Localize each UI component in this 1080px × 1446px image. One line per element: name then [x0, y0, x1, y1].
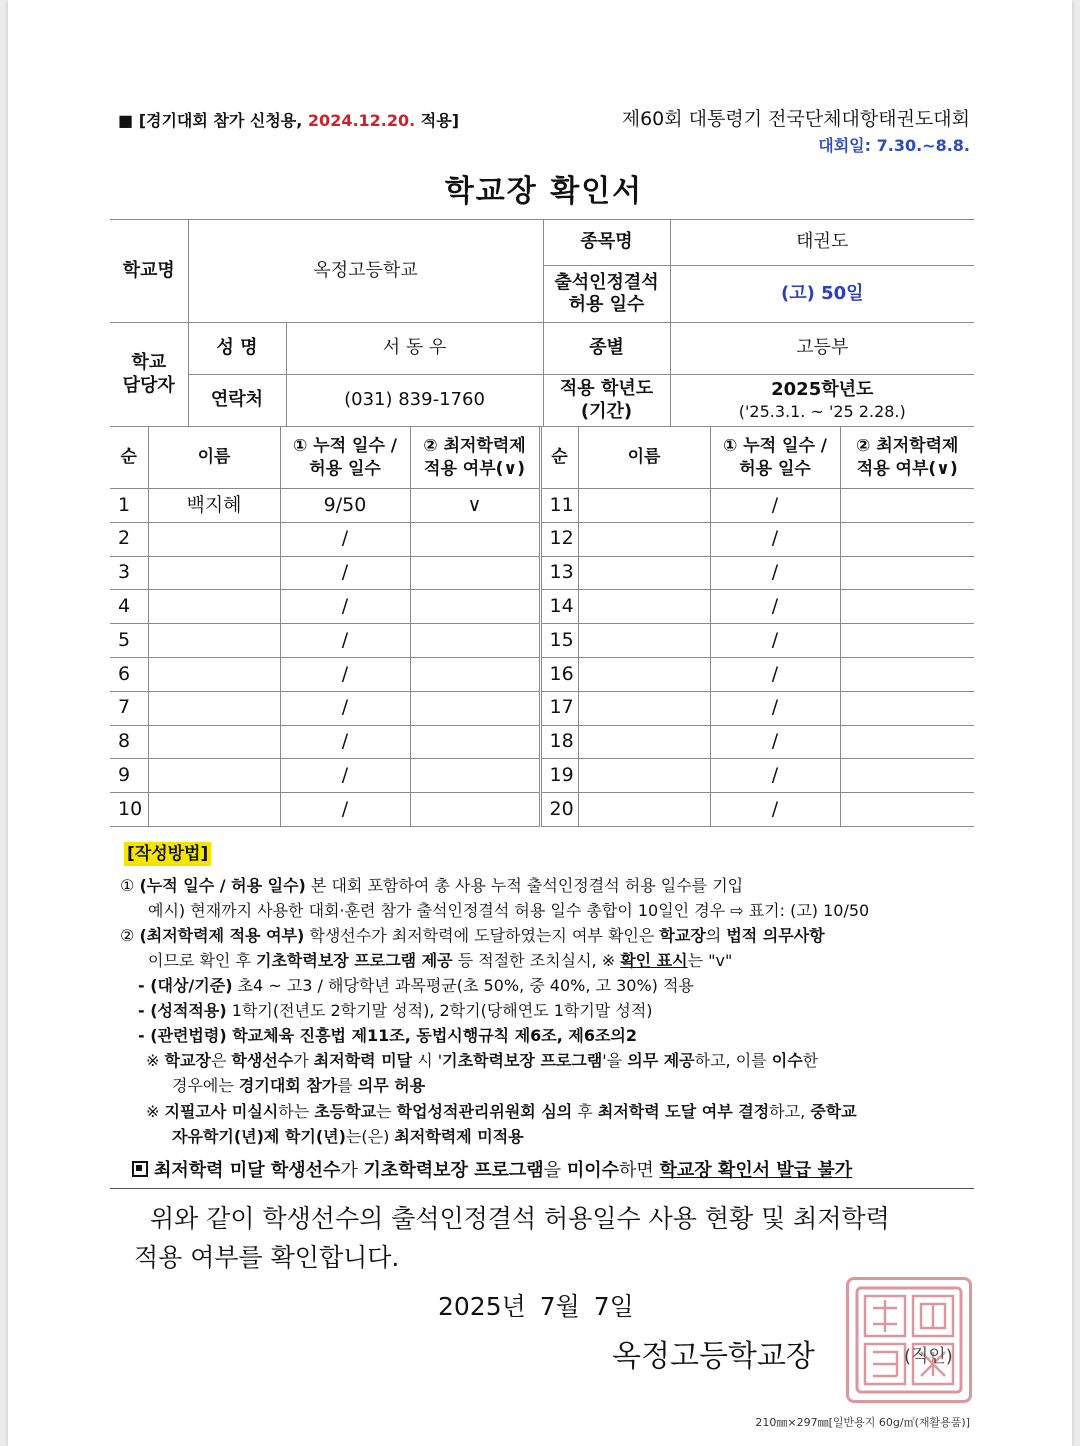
- row-min-left: [410, 657, 540, 691]
- note2-b5: 중학교: [810, 1102, 857, 1121]
- m2-bold-d: 법적 의무사항: [726, 926, 825, 945]
- row-no-left: 6: [110, 657, 148, 691]
- m2-bold-b: 학교장: [659, 926, 706, 945]
- academic-year-label: [543, 375, 670, 427]
- note2-b3: 학업성적관리위원회 심의: [396, 1102, 573, 1121]
- note-prefix: [경기대회 참가 신청용,: [138, 111, 308, 130]
- application-note: [118, 108, 459, 131]
- row-no-right: 16: [540, 657, 578, 691]
- division-label: 종별: [543, 323, 670, 375]
- row-name-right: [578, 759, 710, 793]
- row-days-left: /: [280, 725, 410, 759]
- note1-t1: 은: [210, 1051, 232, 1070]
- note1-t3: 시 ': [412, 1051, 443, 1070]
- note1-line: [146, 1048, 818, 1073]
- seal-graphic: [849, 1280, 969, 1400]
- row-name-right: [578, 657, 710, 691]
- header-days-line1: ① 누적 일수 /: [722, 435, 828, 456]
- row-days-left: /: [280, 759, 410, 793]
- m2-line2-c: 는 "v": [687, 951, 733, 970]
- row-min-left: [410, 793, 540, 827]
- row-name-right: [578, 590, 710, 624]
- final-b1: 최저학력 미달 학생선수: [154, 1160, 341, 1181]
- row-min-right: [840, 759, 974, 793]
- note1-b1: 학교장: [164, 1051, 211, 1070]
- absence-label-line2: 허용 일수: [568, 294, 645, 315]
- target-line: [138, 973, 694, 998]
- square-bullet-icon: [132, 1161, 148, 1177]
- row-no-left: 9: [110, 759, 148, 793]
- header-days-line2: 허용 일수: [309, 458, 381, 479]
- m2-line2-a: 이므로 확인 후: [148, 951, 256, 970]
- row-min-right: [840, 691, 974, 725]
- header-name: 이름: [148, 427, 280, 489]
- signature-date: 2025년 7월 7일: [438, 1292, 634, 1321]
- table-row: [110, 556, 974, 590]
- header-min-line1: ② 최저학력제: [856, 435, 959, 456]
- grade-line: [138, 998, 653, 1023]
- absence-value: (고) 50일: [670, 266, 974, 323]
- header-min-line1: ② 최저학력제: [423, 435, 526, 456]
- row-name-left: [148, 691, 280, 725]
- sport-label: 종목명: [543, 220, 670, 266]
- note1-t5: 하고, 이를: [694, 1051, 772, 1070]
- contact-value: (031) 839-1760: [286, 375, 543, 427]
- table-row: [110, 657, 974, 691]
- row-name-right: [578, 793, 710, 827]
- note2-b4: 최저학력 도달 여부 결정: [597, 1102, 770, 1121]
- official-seal-icon: [846, 1277, 972, 1403]
- row-name-right: [578, 691, 710, 725]
- student-roster-table: [110, 426, 974, 827]
- row-no-right: 13: [540, 556, 578, 590]
- final-t1: 가: [340, 1160, 364, 1181]
- final-warning: [132, 1158, 852, 1183]
- header-no: 순: [110, 427, 148, 489]
- academic-year-value: [670, 375, 974, 427]
- table-row: [110, 624, 974, 658]
- header-no: 순: [540, 427, 578, 489]
- note1-b2: 학생선수: [231, 1051, 294, 1070]
- m1-text: 본 대회 포함하여 총 사용 누적 출석인정결석 허용 일수를 기입: [305, 876, 744, 895]
- roster-body: [110, 489, 974, 827]
- table-row: [110, 725, 974, 759]
- paper-spec-footer: 210㎜×297㎜[일반용지 60g/㎡(재활용품)]: [755, 1416, 970, 1429]
- row-min-right: [840, 522, 974, 556]
- row-days-right: /: [710, 793, 840, 827]
- row-min-right: [840, 624, 974, 658]
- circle-2-icon: ②: [120, 926, 135, 945]
- header-min-line2: 적용 여부(∨): [424, 458, 525, 479]
- row-days-left: /: [280, 624, 410, 658]
- row-name-left: 백지혜: [148, 489, 280, 523]
- row-name-right: [578, 489, 710, 523]
- row-name-right: [578, 522, 710, 556]
- table-row: [110, 691, 974, 725]
- row-name-left: [148, 590, 280, 624]
- roster-header-row: [110, 427, 974, 489]
- row-no-left: 10: [110, 793, 148, 827]
- row-name-left: [148, 556, 280, 590]
- m2-text-a: 학생선수가 최저학력에 도달하였는지 여부 확인은: [304, 926, 660, 945]
- target-text: 초4 ~ 고3 / 해당학년 과목평균(초 50%, 중 40%, 고 30%) 적용: [232, 976, 694, 995]
- method-line-2: [120, 923, 825, 948]
- absence-label-line1: 출석인정결석: [554, 271, 659, 293]
- m2-line2-underline: 확인 표시: [620, 951, 688, 970]
- note2-line2-b1: 자유학기(년)제 학기(년): [172, 1127, 346, 1146]
- note1-b5: 의무 제공: [627, 1051, 695, 1070]
- row-days-left: /: [280, 657, 410, 691]
- note1-line2-b: 경기대회 참가: [238, 1076, 338, 1095]
- method-example: 예시) 현재까지 사용한 대회·훈련 참가 출석인정결석 허용 일수 총합이 10일인 경우 ⇨ 표기: (고) 10/50: [148, 901, 870, 920]
- row-no-right: 14: [540, 590, 578, 624]
- table-row: [110, 793, 974, 827]
- row-no-right: 17: [540, 691, 578, 725]
- division-value: 고등부: [670, 323, 974, 375]
- note2-t1: 하는: [278, 1102, 315, 1121]
- event-period: 대회일: 7.30.~8.8.: [818, 136, 970, 155]
- row-min-right: [840, 489, 974, 523]
- m2-bold: (최저학력제 적용 여부): [139, 926, 305, 945]
- law-text: - (관련법령) 학교체육 진흥법 제11조, 동법시행규칙 제6조, 제6조의2: [138, 1026, 638, 1045]
- row-no-left: 4: [110, 590, 148, 624]
- final-b2: 기초학력보장 프로그램: [363, 1160, 544, 1181]
- table-row: [110, 522, 974, 556]
- row-no-right: 18: [540, 725, 578, 759]
- row-no-left: 5: [110, 624, 148, 658]
- note2-b1: 지필고사 미실시: [164, 1102, 279, 1121]
- note-date: 2024.12.20.: [307, 111, 416, 130]
- table-row: [110, 759, 974, 793]
- row-days-left: /: [280, 793, 410, 827]
- row-days-right: /: [710, 489, 840, 523]
- manager-label-line1: 학교: [131, 352, 167, 373]
- absence-label: [543, 266, 670, 323]
- header-days-line1: ① 누적 일수 /: [292, 435, 398, 456]
- row-days-right: /: [710, 759, 840, 793]
- academic-year-range: ('25.3.1. ~ '25 2.28.): [738, 401, 906, 421]
- confirmation-line-1: 위와 같이 학생선수의 출석인정결석 허용일수 사용 현황 및 최저학력: [150, 1204, 890, 1233]
- row-days-right: /: [710, 522, 840, 556]
- row-min-left: [410, 691, 540, 725]
- final-t2: 을: [543, 1160, 567, 1181]
- row-days-left: 9/50: [280, 489, 410, 523]
- row-min-left: [410, 522, 540, 556]
- row-min-right: [840, 556, 974, 590]
- row-days-right: /: [710, 691, 840, 725]
- row-min-right: [840, 590, 974, 624]
- note2-a: ※: [146, 1102, 165, 1121]
- row-no-left: 8: [110, 725, 148, 759]
- row-name-left: [148, 657, 280, 691]
- note1-b3: 최저학력 미달: [313, 1051, 413, 1070]
- row-days-right: /: [710, 624, 840, 658]
- law-line: [138, 1023, 637, 1048]
- note2-line: [146, 1099, 857, 1124]
- m2-text-c: 의: [705, 926, 727, 945]
- note2-t2: 는: [376, 1102, 397, 1121]
- note2-t4: 하고,: [769, 1102, 811, 1121]
- method-line-1: [120, 873, 743, 898]
- method-heading: [작성방법]: [124, 842, 211, 866]
- note1-t6: 한: [802, 1051, 819, 1070]
- manager-name-label: 성 명: [188, 323, 286, 375]
- row-name-right: [578, 725, 710, 759]
- table-row: [110, 489, 974, 523]
- row-name-left: [148, 759, 280, 793]
- event-name: 제60회 대통령기 전국단체대항태권도대회: [621, 108, 970, 130]
- row-min-left: [410, 759, 540, 793]
- seal-mark: (직인): [904, 1346, 953, 1367]
- note-suffix: 적용]: [415, 111, 460, 130]
- note1-line2: [172, 1073, 425, 1098]
- row-days-right: /: [710, 556, 840, 590]
- note1-b4: 기초학력보장 프로그램: [442, 1051, 603, 1070]
- row-days-right: /: [710, 590, 840, 624]
- row-days-right: /: [710, 657, 840, 691]
- academic-year: 2025학년도: [771, 379, 874, 401]
- row-days-left: /: [280, 691, 410, 725]
- row-name-left: [148, 522, 280, 556]
- signature-name: 옥정고등학교장: [612, 1339, 815, 1374]
- note2-line2-b2: 최저학력제 미적용: [394, 1127, 524, 1146]
- header-days-line2: 허용 일수: [739, 458, 811, 479]
- note2-t3: 후: [572, 1102, 598, 1121]
- row-no-left: 3: [110, 556, 148, 590]
- m2-line2-bold: 기초학력보장 프로그램 제공: [256, 951, 453, 970]
- final-t3: 하면: [619, 1160, 660, 1181]
- school-info-table: [110, 219, 974, 427]
- row-no-right: 20: [540, 793, 578, 827]
- header-days: [710, 427, 840, 489]
- sport-value: 태권도: [670, 220, 974, 266]
- row-min-left: [410, 624, 540, 658]
- contact-label: 연락처: [188, 375, 286, 427]
- row-days-left: /: [280, 590, 410, 624]
- row-days-left: /: [280, 522, 410, 556]
- target-bold: - (대상/기준): [138, 976, 233, 995]
- row-name-right: [578, 556, 710, 590]
- note2-line2-t1: 는(은): [345, 1127, 395, 1146]
- school-name-label: 학교명: [110, 220, 188, 323]
- manager-label: [110, 323, 188, 427]
- confirmation-line-2: 적용 여부를 확인합니다.: [134, 1243, 400, 1272]
- row-min-right: [840, 657, 974, 691]
- row-no-left: 2: [110, 522, 148, 556]
- header-min: [410, 427, 540, 489]
- note2-line2: [172, 1124, 524, 1149]
- method-line-2b: [148, 948, 732, 973]
- m2-line2-b: 등 적절한 조치실시, ※: [452, 951, 621, 970]
- academic-year-label-line1: 적용 학년도: [559, 378, 654, 399]
- row-no-left: 7: [110, 691, 148, 725]
- final-underline: 학교장 확인서 발급 불가: [659, 1160, 853, 1181]
- row-no-left: 1: [110, 489, 148, 523]
- note1-line2-d: 의무 허용: [357, 1076, 426, 1095]
- row-name-left: [148, 725, 280, 759]
- header-name: 이름: [578, 427, 710, 489]
- note2-b2: 초등학교: [314, 1102, 377, 1121]
- row-days-right: /: [710, 725, 840, 759]
- row-min-right: [840, 793, 974, 827]
- row-name-left: [148, 793, 280, 827]
- row-min-left: [410, 590, 540, 624]
- circle-1-icon: ①: [120, 876, 135, 895]
- manager-label-line2: 담당자: [122, 374, 175, 396]
- square-bullet-icon: ■: [118, 111, 134, 130]
- divider: [110, 1188, 974, 1189]
- row-days-left: /: [280, 556, 410, 590]
- row-min-left: [410, 725, 540, 759]
- document-page: [8, 0, 1072, 1446]
- final-b3: 미이수: [566, 1160, 619, 1181]
- note1-b6: 이수: [771, 1051, 803, 1070]
- row-name-right: [578, 624, 710, 658]
- row-no-right: 11: [540, 489, 578, 523]
- table-row: [110, 590, 974, 624]
- row-min-right: [840, 725, 974, 759]
- row-min-left: [410, 556, 540, 590]
- header-min: [840, 427, 974, 489]
- document-title: 학교장 확인서: [444, 174, 644, 209]
- header-min-line2: 적용 여부(∨): [856, 458, 958, 479]
- row-name-left: [148, 624, 280, 658]
- note1-t2: 가: [293, 1051, 314, 1070]
- note1-t4: '을: [602, 1051, 628, 1070]
- note1-line2-c: 를: [337, 1076, 358, 1095]
- row-no-right: 15: [540, 624, 578, 658]
- row-no-right: 12: [540, 522, 578, 556]
- grade-bold: - (성적적용): [138, 1001, 227, 1020]
- grade-text: 1학기(전년도 2학기말 성적), 2학기(당해연도 1학기말 성적): [226, 1001, 653, 1020]
- note1-line2-a: 경우에는: [172, 1076, 239, 1095]
- row-min-left: ∨: [410, 489, 540, 523]
- m1-bold: (누적 일수 / 허용 일수): [139, 876, 306, 895]
- note1-a: ※: [146, 1051, 165, 1070]
- manager-name-value: 서 동 우: [286, 323, 543, 375]
- row-no-right: 19: [540, 759, 578, 793]
- header-days: [280, 427, 410, 489]
- academic-year-label-line2: (기간): [580, 400, 633, 422]
- school-name-value: 옥정고등학교: [188, 220, 543, 323]
